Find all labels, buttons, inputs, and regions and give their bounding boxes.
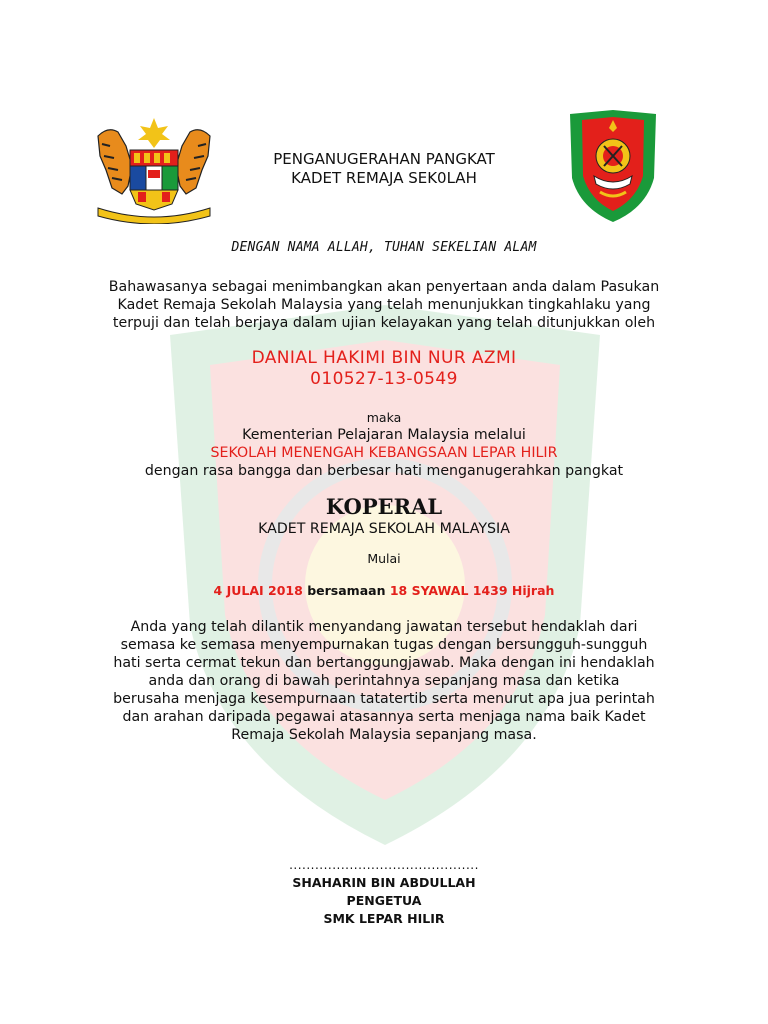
closing-line-4: anda dan orang di bawah perintahnya sepanjang masa dan ketika: [148, 673, 620, 689]
closing-line-3: hati serta cermat tekun dan bertanggungjawab. Maka dengan ini hendaklah: [113, 655, 655, 671]
intro-line-3: terpuji dan telah berjaya dalam ujian kelayakan yang telah ditunjukkan oleh: [112, 315, 656, 331]
closing-line-1: Anda yang telah dilantik menyandang jawatan tersebut hendaklah dari: [130, 619, 638, 635]
date-connector: bersamaan: [307, 583, 386, 598]
signature-line: ............................................: [289, 858, 479, 872]
signatory-name: SHAHARIN BIN ABDULLAH: [292, 875, 476, 890]
title-line-2: KADET REMAJA SEK0LAH: [291, 169, 477, 187]
intro-line-1: Bahawasanya sebagai menimbangkan akan penyertaan anda dalam Pasukan: [108, 279, 660, 295]
closing-line-6: dan arahan daripada pegawai atasannya serta menjaga nama baik Kadet: [122, 709, 646, 725]
school-name: SEKOLAH MENENGAH KEBANGSAAN LEPAR HILIR: [210, 445, 558, 461]
invocation-line: DENGAN NAMA ALLAH, TUHAN SEKELIAN ALAM: [231, 240, 537, 255]
effective-date: [0, 583, 768, 598]
signatory-school: SMK LEPAR HILIR: [323, 911, 445, 926]
hijri-date: 18 SYAWAL 1439 Hijrah: [389, 583, 555, 598]
award-line: dengan rasa bangga dan berbesar hati menganugerahkan pangkat: [144, 463, 624, 479]
mulai-text: Mulai: [367, 551, 401, 566]
signatory-position: PENGETUA: [346, 893, 422, 908]
title-line-1: PENGANUGERAHAN PANGKAT: [273, 150, 495, 168]
rank-title: KOPERAL: [325, 494, 443, 519]
maka-text: maka: [366, 410, 402, 425]
closing-line-7: Remaja Sekolah Malaysia sepanjang masa.: [231, 727, 537, 743]
gregorian-date: 4 JULAI 2018: [213, 583, 303, 598]
organisation-name: KADET REMAJA SEKOLAH MALAYSIA: [258, 521, 510, 537]
intro-line-2: Kadet Remaja Sekolah Malaysia yang telah menunjukkan tingkahlaku yang: [117, 297, 651, 313]
recipient-ic-number: 010527-13-0549: [310, 369, 458, 389]
closing-line-5: berusaha menjaga kesempurnaan tatatertib serta menurut apa jua perintah: [113, 691, 655, 707]
ministry-line: Kementerian Pelajaran Malaysia melalui: [242, 427, 526, 443]
recipient-name: DANIAL HAKIMI BIN NUR AZMI: [251, 348, 517, 368]
closing-line-2: semasa ke semasa menyempurnakan tugas dengan bersungguh-sungguh: [120, 637, 648, 653]
